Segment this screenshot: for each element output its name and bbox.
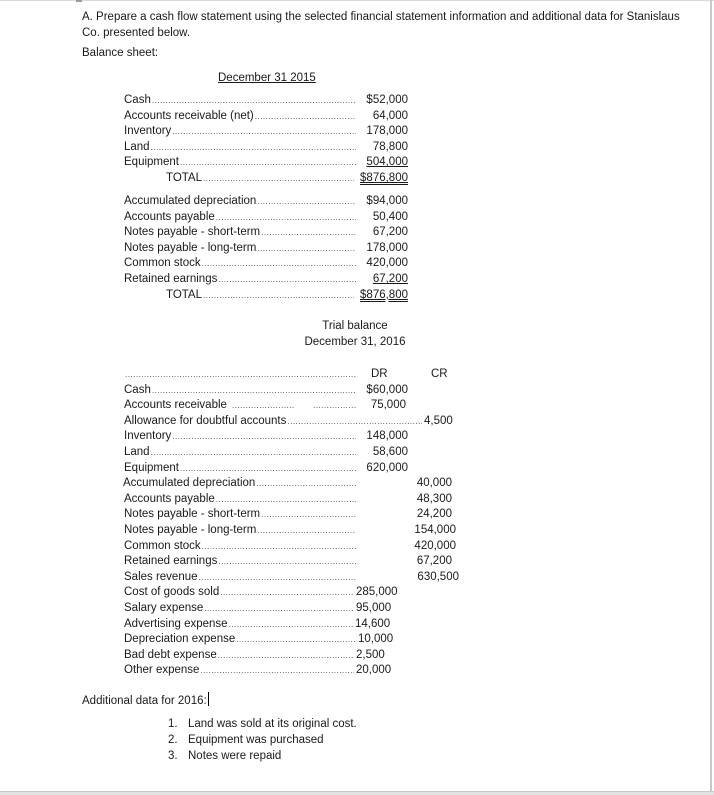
bs-row-assets-total [166, 171, 354, 187]
dot-leader [257, 241, 356, 257]
dr-amount: 58,600 [372, 446, 408, 458]
row-label: Accumulated depreciation [123, 477, 256, 490]
cr-amount: 154,000 [414, 524, 456, 536]
row-label: Accounts receivable (net) [124, 109, 254, 122]
tb-row-other-expense [124, 663, 354, 679]
row-label: Common stock [124, 257, 201, 270]
dr-amount: 148,000 [366, 430, 408, 443]
tb-row-cost-of-goods-sold [124, 585, 354, 601]
bs-amount: $94,000 [366, 195, 408, 207]
bs-row-cash [124, 93, 356, 109]
tb-row-advertising-expense [124, 617, 353, 633]
bs-amount: 504,000 [366, 156, 408, 169]
page-right-border [710, 0, 712, 792]
bs-amount: 64,000 [372, 109, 408, 122]
dot-leader [261, 225, 356, 241]
page-bottom-border [0, 791, 714, 795]
bs-row-common-stock [124, 256, 356, 272]
row-label: Salary expense [124, 602, 204, 614]
list-item-text: Land was sold at its original cost. [188, 718, 357, 730]
list-item-number: 1. [168, 718, 178, 730]
dot-leader-segment [231, 398, 295, 414]
dot-leader [216, 492, 356, 508]
bs-row-accounts-payable [124, 210, 356, 226]
row-label: Accounts payable [124, 492, 215, 505]
cr-amount: 40,000 [416, 477, 452, 490]
tb-row-bad-debt-expense [124, 648, 353, 664]
tb-row-notes-payable-short [124, 507, 356, 523]
row-label: Retained earnings [124, 555, 218, 568]
row-label: Notes payable - long-term [124, 524, 257, 536]
dot-leader [256, 476, 356, 492]
dot-leader [257, 194, 356, 210]
row-label: Cost of goods sold [124, 586, 220, 599]
dot-leader [202, 539, 356, 555]
row-label: Cash [124, 383, 151, 396]
tb-row-accounts-payable [124, 492, 356, 508]
cr-amount: 24,200 [416, 508, 452, 521]
bs-row-notes-payable-short [124, 225, 356, 241]
bs-amount: 178,000 [366, 125, 408, 138]
dot-leader [152, 93, 356, 109]
dot-leader [172, 124, 356, 140]
bs-amount: $52,000 [366, 94, 408, 106]
balance-sheet-label: Balance sheet: [82, 47, 159, 59]
row-label: Common stock [124, 539, 201, 552]
dr-column-header: DR [371, 368, 388, 380]
dr-amount: 95,000 [356, 602, 392, 614]
additional-data-heading-text: Additional data for 2016: [82, 695, 207, 707]
bs-amount: 78,800 [372, 140, 408, 153]
row-label: Equipment [124, 461, 179, 474]
dot-leader [216, 210, 356, 226]
row-label: Depreciation expense [124, 633, 236, 646]
bs-amount: 178,000 [366, 241, 408, 254]
dot-leader-segment [312, 398, 356, 414]
dot-leader [203, 288, 354, 304]
bs-row-equipment [124, 155, 356, 171]
dr-amount: 14,600 [355, 617, 391, 630]
row-label: Accumulated depreciation [124, 195, 257, 207]
row-label: Accounts receivable [124, 399, 227, 412]
additional-data-heading[interactable] [82, 692, 209, 707]
cr-amount: 630,500 [417, 570, 459, 583]
bs-row-accounts-receivable [124, 109, 356, 125]
tb-row-salary-expense [124, 601, 354, 617]
dot-leader [180, 155, 356, 171]
tb-row-accumulated-depreciation [123, 476, 356, 492]
row-label: Allowance for doubtful accounts [124, 414, 287, 427]
row-label: Sales revenue [124, 570, 198, 583]
list-item [168, 748, 357, 764]
tb-row-depreciation-expense [124, 632, 355, 648]
problem-instructions: A. Prepare a cash flow statement using the selected financial statement information and additional data for Stanislaus Co. presented below. [82, 11, 680, 39]
row-label: Notes payable - short-term [124, 508, 261, 521]
bs-amount: 420,000 [366, 257, 408, 270]
dot-leader [255, 109, 356, 125]
tb-row-common-stock [124, 539, 356, 555]
dot-leader [218, 554, 356, 570]
dot-leader [220, 585, 354, 601]
cr-column-header: CR [431, 368, 448, 380]
bs-row-land [124, 140, 356, 156]
tb-row-land [124, 445, 356, 461]
dot-leader [180, 461, 356, 477]
balance-sheet-date: December 31 2015 [218, 72, 316, 84]
dr-amount: 20,000 [356, 664, 392, 677]
cr-amount: 67,200 [416, 555, 452, 568]
text-cursor [208, 692, 209, 706]
dot-leader [199, 570, 356, 586]
dot-leader [218, 648, 353, 664]
row-label: Accounts payable [124, 210, 215, 223]
dr-amount: 10,000 [358, 633, 394, 646]
dr-amount: 75,000 [370, 399, 406, 412]
bs-total-amount: $876,800 [360, 288, 408, 301]
bs-row-accumulated-depreciation [124, 194, 356, 210]
cr-amount: 4,500 [424, 414, 453, 427]
row-label: Land [124, 446, 150, 458]
bs-amount: 67,200 [372, 226, 408, 239]
dr-amount: $60,000 [366, 383, 408, 396]
dr-amount: 2,500 [356, 648, 385, 661]
dr-amount: 620,000 [366, 461, 408, 474]
bs-amount: 67,200 [372, 273, 408, 285]
bs-amount: 50,400 [372, 210, 408, 223]
dot-leader [202, 256, 356, 272]
dot-leader [151, 140, 356, 156]
trial-balance-date: December 31, 2016 [304, 336, 406, 348]
dr-amount: 285,000 [356, 586, 398, 599]
row-label: Notes payable - long-term [124, 241, 257, 254]
row-label: Cash [124, 94, 151, 106]
dot-leader [261, 507, 356, 523]
tb-row-cash [124, 383, 356, 399]
tb-row-equipment [124, 461, 356, 477]
list-item-text: Equipment was purchased [188, 734, 324, 746]
tb-row-retained-earnings [124, 554, 356, 570]
bs-row-retained-earnings [124, 272, 356, 288]
row-label: TOTAL [166, 288, 202, 301]
row-label: Retained earnings [124, 273, 218, 285]
dot-leader [257, 523, 356, 539]
tb-row-accounts-receivable [124, 398, 356, 414]
tb-row-sales-revenue [124, 570, 356, 586]
dot-leader [236, 632, 355, 648]
dot-leader [287, 414, 422, 430]
dot-leader [203, 171, 354, 187]
dot-leader [125, 367, 356, 383]
dot-leader [152, 383, 356, 399]
list-item-text: Notes were repaid [188, 750, 282, 762]
row-label: Bad debt expense [124, 648, 217, 661]
tb-row-inventory [124, 429, 356, 445]
row-label: Inventory [124, 125, 172, 138]
row-label: Other expense [124, 664, 200, 677]
list-item [168, 716, 357, 732]
dot-leader [218, 272, 356, 288]
trial-balance-title: Trial balance [322, 320, 388, 332]
dot-leader [172, 429, 356, 445]
list-item [168, 732, 357, 748]
bs-row-inventory [124, 124, 356, 140]
tb-header-leader [124, 367, 356, 383]
dot-leader [200, 663, 354, 679]
row-label: Land [124, 140, 150, 153]
row-label: Notes payable - short-term [124, 226, 261, 239]
dot-leader [151, 445, 356, 461]
bs-total-amount: $876,800 [360, 172, 408, 184]
additional-data-list [168, 716, 357, 764]
cr-amount: 420,000 [414, 539, 456, 552]
list-item-number: 3. [168, 750, 178, 762]
bs-row-notes-payable-long [124, 241, 356, 257]
tb-row-notes-payable-long [124, 523, 356, 539]
row-label: TOTAL [166, 172, 202, 184]
list-item-number: 2. [168, 734, 178, 746]
row-label: Inventory [124, 430, 172, 443]
dot-leader [204, 601, 354, 617]
row-label: Equipment [124, 156, 179, 169]
row-label: Advertising expense [124, 617, 228, 630]
cr-amount: 48,300 [416, 492, 452, 505]
tb-row-allowance [124, 414, 422, 430]
bs-row-liabilities-total [166, 288, 354, 304]
dot-leader [229, 617, 353, 633]
